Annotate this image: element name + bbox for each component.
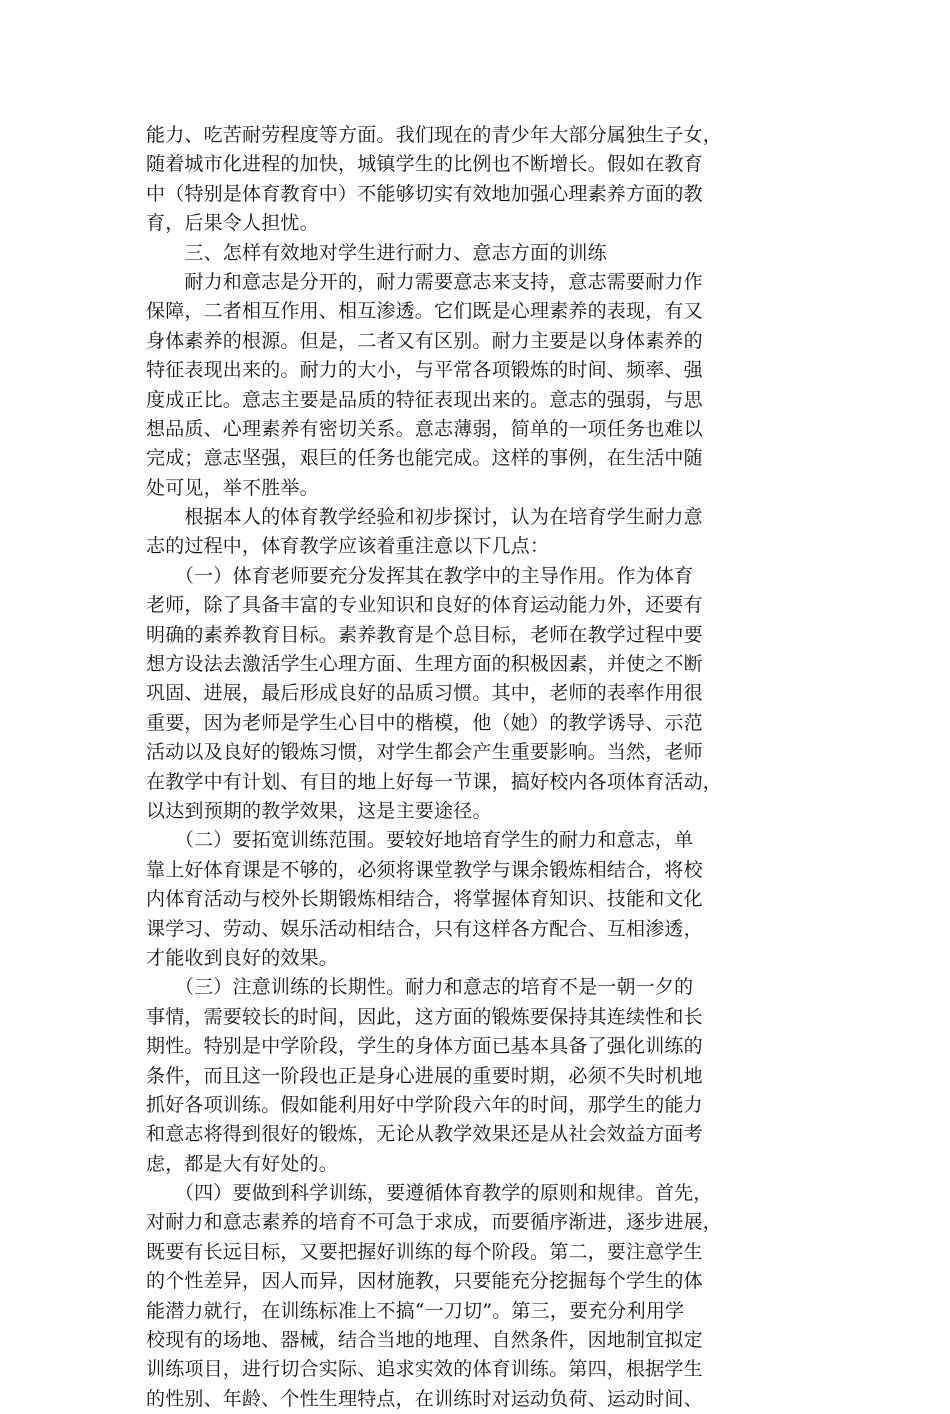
text-line: 育，后果令人担忧。 — [146, 212, 319, 235]
text-line: 活动以及良好的锻炼习惯，对学生都会产生重要影响。当然，老师 — [146, 741, 703, 764]
text-line: 才能收到良好的效果。 — [146, 946, 339, 969]
text-line: 重要，因为老师是学生心目中的楷模，他（她）的教学诱导、示范 — [146, 711, 703, 734]
text-line: 度成正比。意志主要是品质的特征表现出来的。意志的强弱，与思 — [146, 388, 703, 411]
text-line: 的个性差异，因人而异，因材施教，只要能充分挖掘每个学生的体 — [146, 1270, 703, 1293]
text-line: 想方设法去激活学生心理方面、生理方面的积极因素，并使之不断 — [146, 653, 703, 676]
text-line: 中（特别是体育教育中）不能够切实有效地加强心理素养方面的教 — [146, 182, 703, 205]
text-line: （二）要拓宽训练范围。要较好地培育学生的耐力和意志，单 — [146, 829, 694, 852]
text-line: 耐力和意志是分开的，耐力需要意志来支持，意志需要耐力作 — [146, 270, 703, 293]
text-line: 期性。特别是中学阶段，学生的身体方面已基本具备了强化训练的 — [146, 1035, 703, 1058]
text-line: 既要有长远目标，又要把握好训练的每个阶段。第二，要注意学生 — [146, 1240, 703, 1263]
text-line: 明确的素养教育目标。素养教育是个总目标，老师在教学过程中要 — [146, 623, 703, 646]
text-line: 内体育活动与校外长期锻炼相结合，将掌握体育知识、技能和文化 — [146, 888, 703, 911]
text-line: 条件，而且这一阶段也正是身心进展的重要时期，必须不失时机地 — [146, 1064, 703, 1087]
text-line: 保障，二者相互作用、相互渗透。它们既是心理素养的表现，有又 — [146, 300, 703, 323]
text-line: 和意志将得到很好的锻炼，无论从教学效果还是从社会效益方面考 — [146, 1123, 703, 1146]
text-line: 老师，除了具备丰富的专业知识和良好的体育运动能力外，还要有 — [146, 594, 703, 617]
text-line: （四）要做到科学训练，要遵循体育教学的原则和规律。首先， — [146, 1182, 713, 1205]
text-line: 在教学中有计划、有目的地上好每一节课，搞好校内各项体育活动， — [146, 770, 723, 793]
text-line: 课学习、劳动、娱乐活动相结合，只有这样各方配合、互相渗透， — [146, 917, 703, 940]
text-line: （三）注意训练的长期性。耐力和意志的培育不是一朝一夕的 — [146, 976, 694, 999]
text-line: 以达到预期的教学效果，这是主要途径。 — [146, 799, 492, 822]
text-line: 事情，需要较长的时间，因此，这方面的锻炼要保持其连续性和长 — [146, 1005, 703, 1028]
body-text — [146, 121, 806, 1414]
text-line: 虑，都是大有好处的。 — [146, 1152, 339, 1175]
text-line: （一）体育老师要充分发挥其在教学中的主导作用。作为体育 — [146, 564, 694, 587]
text-line: 能潜力就行，在训练标准上不搞“一刀切”。第三，要充分利用学 — [146, 1299, 685, 1322]
text-line: 处可见，举不胜举。 — [146, 476, 319, 499]
text-line: 抓好各项训练。假如能利用好中学阶段六年的时间，那学生的能力 — [146, 1093, 703, 1116]
text-line: 校现有的场地、器械，结合当地的地理、自然条件，因地制宜拟定 — [146, 1329, 703, 1352]
text-line: 想品质、心理素养有密切关系。意志薄弱，简单的一项任务也难以 — [146, 417, 703, 440]
text-line: 的性别、年龄、个性生理特点，在训练时对运动负荷、运动时间、 — [146, 1387, 703, 1410]
text-line: 根据本人的体育教学经验和初步探讨，认为在培育学生耐力意 — [146, 506, 703, 529]
text-line: 巩固、进展，最后形成良好的品质习惯。其中，老师的表率作用很 — [146, 682, 703, 705]
text-line: 靠上好体育课是不够的，必须将课堂教学与课余锻炼相结合，将校 — [146, 858, 703, 881]
text-line: 对耐力和意志素养的培育不可急于求成，而要循序渐进，逐步进展， — [146, 1211, 723, 1234]
text-line: 志的过程中，体育教学应该着重注意以下几点： — [146, 535, 550, 558]
text-line: 能力、吃苦耐劳程度等方面。我们现在的青少年大部分属独生子女， — [146, 124, 723, 146]
text-line: 训练项目，进行切合实际、追求实效的体育训练。第四，根据学生 — [146, 1358, 703, 1381]
text-line: 特征表现出来的。耐力的大小，与平常各项锻炼的时间、频率、强 — [146, 359, 703, 382]
text-line: 身体素养的根源。但是，二者又有区别。耐力主要是以身体素养的 — [146, 329, 703, 352]
text-line: 完成；意志坚强，艰巨的任务也能完成。这样的事例，在生活中随 — [146, 447, 703, 470]
text-line: 三、怎样有效地对学生进行耐力、意志方面的训练 — [146, 241, 607, 264]
text-line: 随着城市化进程的加快，城镇学生的比例也不断增长。假如在教育 — [146, 153, 703, 176]
